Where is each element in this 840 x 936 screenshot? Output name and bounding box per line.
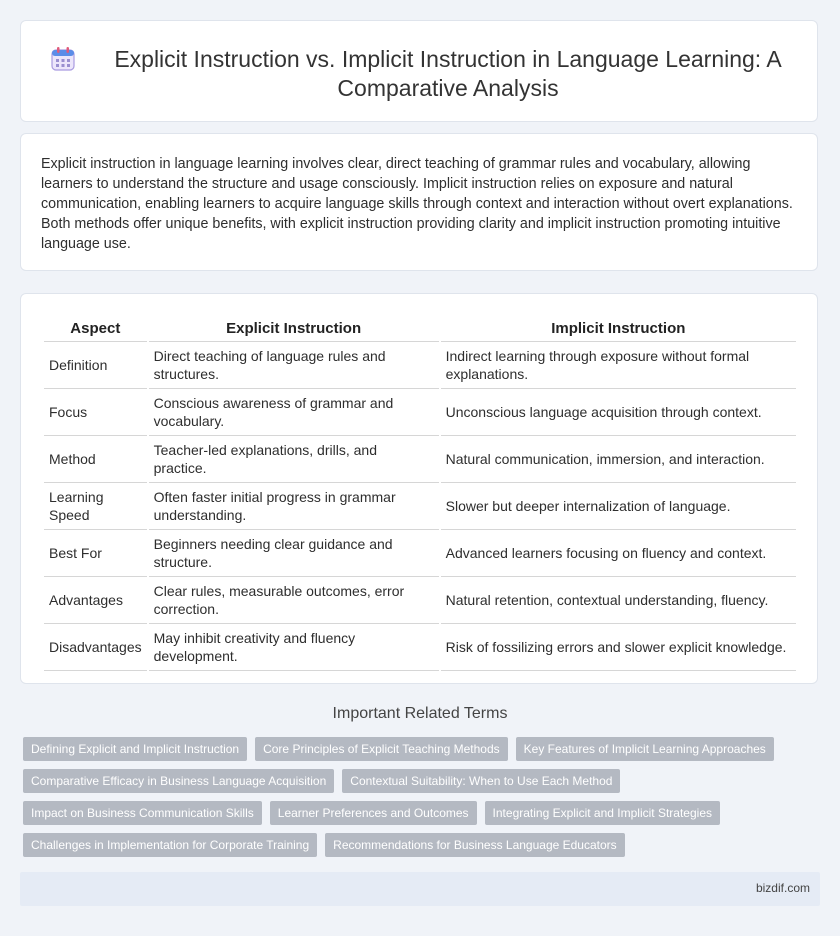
implicit-cell: Advanced learners focusing on fluency and context. bbox=[441, 530, 796, 577]
comparison-table bbox=[42, 313, 798, 671]
explicit-cell: Often faster initial progress in grammar understanding. bbox=[149, 483, 439, 530]
related-tag[interactable]: Key Features of Implicit Learning Approaches bbox=[516, 737, 774, 761]
row-aspect: Definition bbox=[44, 342, 147, 389]
explicit-cell: Clear rules, measurable outcomes, error correction. bbox=[149, 577, 439, 624]
column-header-explicit: Explicit Instruction bbox=[149, 313, 439, 342]
implicit-cell: Slower but deeper internalization of language. bbox=[441, 483, 796, 530]
related-tag[interactable]: Core Principles of Explicit Teaching Methods bbox=[255, 737, 508, 761]
footer bbox=[20, 872, 820, 906]
implicit-cell: Natural communication, immersion, and interaction. bbox=[441, 436, 796, 483]
implicit-cell: Indirect learning through exposure without formal explanations. bbox=[441, 342, 796, 389]
intro-card bbox=[20, 133, 818, 271]
row-aspect: Learning Speed bbox=[44, 483, 147, 530]
intro-paragraph: Explicit instruction in language learning involves clear, direct teaching of grammar rules and vocabulary, allowing learners to understand the structure and usage consciously. Implicit instruction relies on exposure and natural communication, enabling learners to acquire language skills through context and interaction without overt explanations. Both methods offer unique benefits, with explicit instruction providing clarity and implicit instruction promoting intuitive language use. bbox=[41, 156, 793, 252]
explicit-cell: Conscious awareness of grammar and vocabulary. bbox=[149, 389, 439, 436]
footer-brand[interactable]: bizdif.com bbox=[755, 881, 810, 895]
column-header-aspect: Aspect bbox=[44, 313, 147, 342]
related-terms-tags bbox=[23, 737, 803, 865]
table-row bbox=[44, 436, 796, 483]
calendar-icon bbox=[49, 45, 77, 73]
header-card bbox=[20, 20, 818, 122]
row-aspect: Focus bbox=[44, 389, 147, 436]
implicit-cell: Natural retention, contextual understanding, fluency. bbox=[441, 577, 796, 624]
column-header-implicit: Implicit Instruction bbox=[441, 313, 796, 342]
related-tag[interactable]: Comparative Efficacy in Business Language Acquisition bbox=[23, 769, 334, 793]
table-row bbox=[44, 342, 796, 389]
related-tag[interactable]: Contextual Suitability: When to Use Each Method bbox=[342, 769, 620, 793]
table-row bbox=[44, 577, 796, 624]
related-tag[interactable]: Challenges in Implementation for Corporate Training bbox=[23, 833, 317, 857]
row-aspect: Disadvantages bbox=[44, 624, 147, 671]
table-row bbox=[44, 530, 796, 577]
table-header-row bbox=[44, 313, 796, 342]
related-tag[interactable]: Defining Explicit and Implicit Instruction bbox=[23, 737, 247, 761]
related-terms-heading: Important Related Terms bbox=[332, 705, 508, 722]
explicit-cell: Direct teaching of language rules and structures. bbox=[149, 342, 439, 389]
implicit-cell: Risk of fossilizing errors and slower explicit knowledge. bbox=[441, 624, 796, 671]
explicit-cell: May inhibit creativity and fluency development. bbox=[149, 624, 439, 671]
explicit-cell: Beginners needing clear guidance and structure. bbox=[149, 530, 439, 577]
row-aspect: Best For bbox=[44, 530, 147, 577]
implicit-cell: Unconscious language acquisition through context. bbox=[441, 389, 796, 436]
related-tag[interactable]: Integrating Explicit and Implicit Strategies bbox=[485, 801, 720, 825]
table-row bbox=[44, 389, 796, 436]
explicit-cell: Teacher-led explanations, drills, and practice. bbox=[149, 436, 439, 483]
table-row bbox=[44, 483, 796, 530]
row-aspect: Advantages bbox=[44, 577, 147, 624]
related-tag[interactable]: Recommendations for Business Language Educators bbox=[325, 833, 625, 857]
row-aspect: Method bbox=[44, 436, 147, 483]
related-tag[interactable]: Learner Preferences and Outcomes bbox=[270, 801, 477, 825]
page-title: Explicit Instruction vs. Implicit Instruction in Language Learning: A Comparative Analysis bbox=[114, 46, 782, 101]
related-tag[interactable]: Impact on Business Communication Skills bbox=[23, 801, 262, 825]
comparison-table-card bbox=[20, 293, 818, 684]
table-row bbox=[44, 624, 796, 671]
